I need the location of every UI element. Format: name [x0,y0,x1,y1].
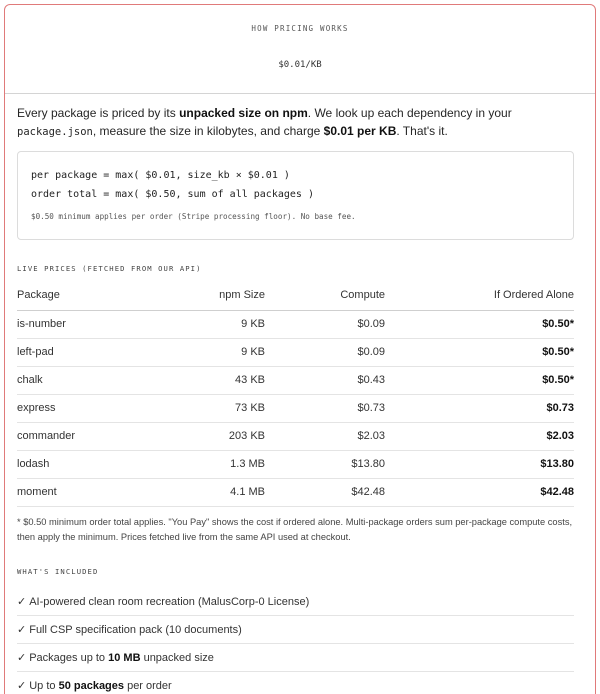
package-compute: $13.80 [265,450,385,478]
package-compute: $0.09 [265,338,385,366]
check-icon: ✓ [17,680,27,692]
pricing-eyebrow: HOW PRICING WORKS [251,24,349,33]
live-prices-table [17,280,574,507]
table-row [17,422,574,450]
included-item: ✓ Up to 50 packages per order [17,680,172,692]
package-name: chalk [17,366,167,394]
package-compute: $0.73 [265,394,385,422]
formula-box [17,151,574,240]
package-size: 4.1 MB [167,478,265,506]
package-size: 9 KB [167,310,265,338]
column-header: npm Size [167,280,265,310]
formula-note: $0.50 minimum applies per order (Stripe processing floor). No base fee. [31,212,356,221]
package-compute: $2.03 [265,422,385,450]
table-row [17,394,574,422]
check-icon: ✓ [17,652,27,664]
live-prices-label: LIVE PRICES (FETCHED FROM OUR API) [17,264,202,273]
pricing-intro: Every package is priced by its unpacked size on npm. We look up each dependency in your package.json, measure the size in kilobytes, and charge $0.01 per KB. That's it. [17,106,512,138]
check-icon: ✓ [17,596,27,608]
table-row [17,450,574,478]
package-compute: $0.43 [265,366,385,394]
package-compute: $0.09 [265,310,385,338]
package-name: lodash [17,450,167,478]
package-alone-price: $0.50* [385,338,574,366]
package-alone-price: $2.03 [385,422,574,450]
included-item [17,616,574,644]
column-header: Compute [265,280,385,310]
package-name: is-number [17,310,167,338]
included-item: ✓ Packages up to 10 MB unpacked size [17,644,574,672]
package-alone-price: $0.50* [385,310,574,338]
column-header: Package [17,280,167,310]
package-size: 9 KB [167,338,265,366]
table-row [17,310,574,338]
price-rate: $0.01/KB [278,60,322,70]
pricing-footnote: * $0.50 minimum order total applies. "You Pay" shows the cost if ordered alone. Multi-package orders sum per-package compute costs, then apply the minimum. Prices fetched live from the same API used at checkout. [17,517,573,542]
package-name: moment [17,478,167,506]
package-size: 43 KB [167,366,265,394]
package-size: 73 KB [167,394,265,422]
table-row [17,366,574,394]
table-row [17,478,574,506]
package-size: 1.3 MB [167,450,265,478]
package-size: 203 KB [167,422,265,450]
check-icon: ✓ [17,624,27,636]
package-name: express [17,394,167,422]
table-row [17,338,574,366]
included-item-text: AI-powered clean room recreation (MalusCorp-0 License) [29,596,310,608]
package-alone-price: $0.73 [385,394,574,422]
package-alone-price: $13.80 [385,450,574,478]
package-name: left-pad [17,338,167,366]
table-header-row [17,280,574,310]
formula-order-total: order total = max( $0.50, sum of all packages ) [31,189,314,200]
included-item-text: Full CSP specification pack (10 documents) [29,624,242,636]
package-alone-price: $42.48 [385,478,574,506]
package-compute: $42.48 [265,478,385,506]
package-name: commander [17,422,167,450]
column-header: If Ordered Alone [385,280,574,310]
included-item [17,588,574,616]
pricing-header [5,5,595,94]
package-alone-price: $0.50* [385,366,574,394]
formula-per-package: per package = max( $0.01, size_kb × $0.01 ) [31,170,290,181]
whats-included-label: WHAT'S INCLUDED [17,567,99,576]
